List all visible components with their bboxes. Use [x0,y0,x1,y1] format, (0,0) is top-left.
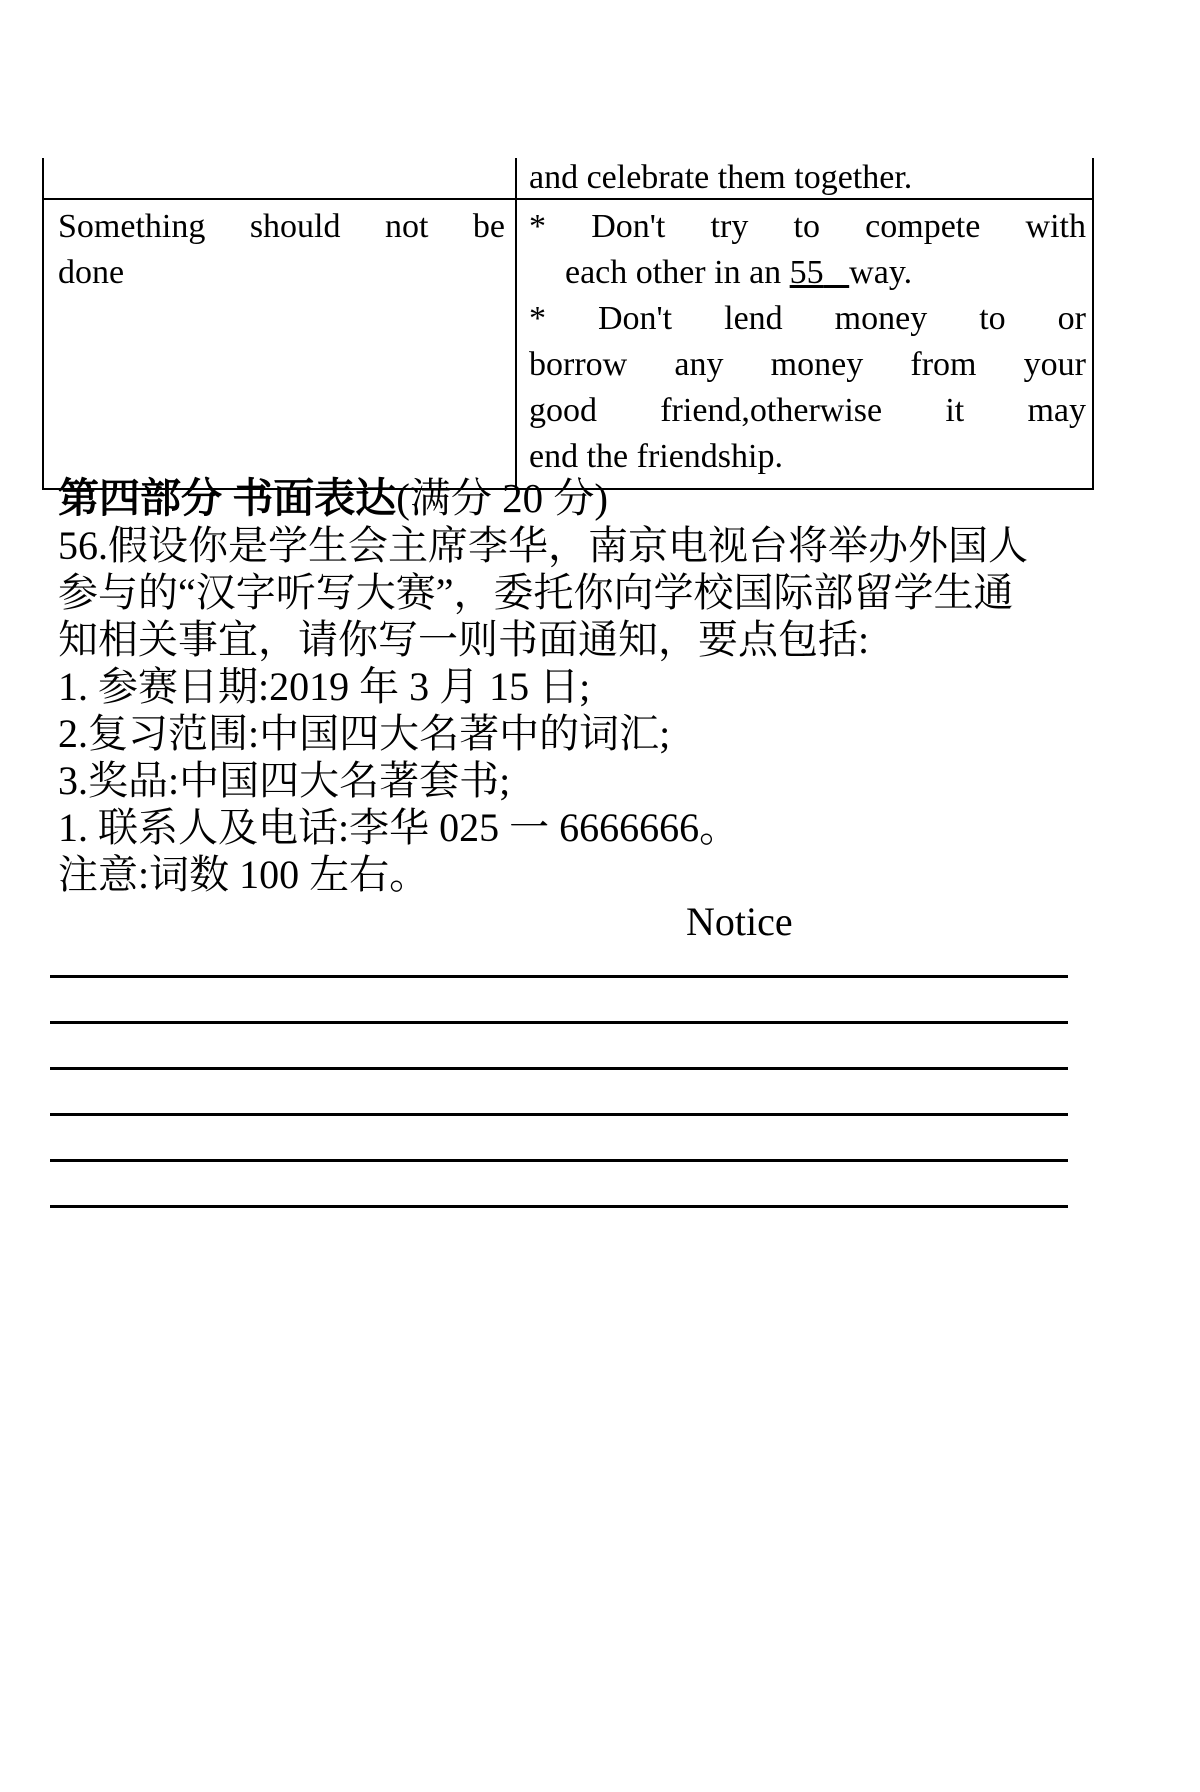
writing-task-section [58,474,1118,945]
table-cell-category [44,158,517,198]
text-line: 知相关事宜，请你写一则书面通知，要点包括: [58,617,870,662]
table-text-line: end the friendship. [529,438,783,475]
text-line: 1. 参赛日期:2019 年 3 月 15 日; [58,664,591,709]
answer-line [50,932,1068,978]
table-row [44,200,1092,488]
answer-line [50,1070,1068,1116]
table-text-line: done [58,254,125,291]
text-line: 3.奖品:中国四大名著套书; [58,758,511,803]
answer-line [50,1162,1068,1208]
table-cell-details [517,158,1092,198]
answer-line [50,1024,1068,1070]
table-text-line: borrow any money from your [529,346,1086,383]
text-line: 56.假设你是学生会主席李华，南京电视台将举办外国人 [58,523,1028,568]
answer-line [50,978,1068,1024]
table-text-line: * Don't lend money to or [529,300,1086,337]
section-heading [58,474,1118,522]
table-text-line [529,250,1086,296]
table-text-line: Something should not be [58,208,505,245]
table-text-line: good friend,otherwise it may [529,392,1086,429]
table-row [44,158,1092,200]
text-line: 注意:词数 100 左右。 [58,852,430,897]
text-line: 参与的“汉字听写大赛”，委托你向学校国际部留学生通 [58,570,1014,615]
answer-lines [50,932,1068,1208]
notice-title: Notice [686,899,793,944]
table-cell-category [44,200,517,488]
table-text-line: * Don't try to compete with [529,208,1086,245]
answer-line [50,1116,1068,1162]
task-description [58,522,1118,663]
task-points-list [58,663,1118,898]
completion-table [42,158,1094,490]
blank-55-underline: 55 [789,254,824,291]
table-cell-details [517,200,1092,488]
table-text-line: and celebrate them together. [529,159,913,196]
table-text: each other in an [565,254,790,291]
blank-55-underline [824,254,850,291]
table-text: way. [849,254,913,291]
text-line: 2.复习范围:中国四大名著中的词汇; [58,711,671,756]
text-line: 1. 联系人及电话:李华 025 一 6666666。 [58,805,740,850]
section-heading-title: 第四部分 书面表达 [58,475,397,521]
section-heading-score: (满分 20 分) [396,475,609,521]
